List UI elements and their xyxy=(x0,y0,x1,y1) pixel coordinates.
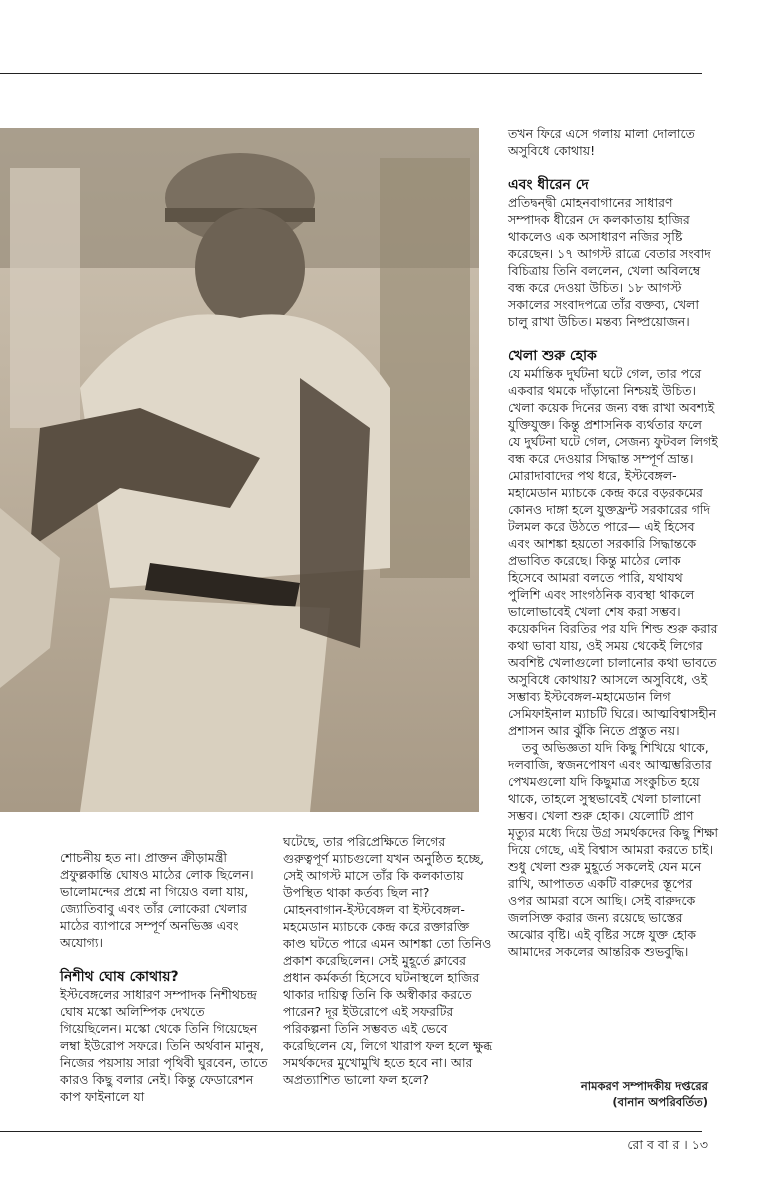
page-footer: রো ব বা র । ১৩ xyxy=(627,1137,708,1152)
right-column xyxy=(508,125,718,960)
credit-note: (বানান অপরিবর্তিত) xyxy=(612,1095,708,1109)
paragraph-khela-shuru: যে মর্মান্তিক দুর্ঘটনা ঘটে গেল, তার পরে একবার থমকে দাঁড়ানো নিশ্চয়ই উচিত। খেলা কয়েক দিনের জন্য বন্ধ রাখা অবশ্যই যুক্তিযুক্ত। কিন্তু প্রশাসনিক ব্যর্থতার ফলে যে দুর্ঘটনা ঘটে গেল, সেজন্য ফুটবল লিগই বন্ধ করে দেওয়ার সিদ্ধান্ত সম্পূর্ণ ভ্রান্ত। মোরাদাবাদের পথ ধরে, ইস্টবেঙ্গল-মহামেডান ম্যাচকে কেন্দ্র করে বড়রকমের কোনও দাঙ্গা হলে যুক্তফ্রন্ট সরকারের গদি টলমল করে উঠতে পারে— এই হিসেব এবং আশঙ্কা হয়তো সরকারি সিদ্ধান্তকে প্রভাবিত করেছে। কিন্তু মাঠের লোক হিসেবে আমরা বলতে পারি, যথাযথ পুলিশি এবং সাংগঠনিক ব্যবস্থা থাকলে ভালোভাবেই খেলা শেষ করা সম্ভব। কয়েকদিন বিরতির পর যদি শিল্ড শুরু করার কথা ভাবা যায়, ওই সময় থেকেই লিগের অবশিষ্ট খেলাগুলো চালানোর কথা ভাবতে অসুবিধে কোথায়? আসলে অসুবিধে, ওই সম্ভাব্য ইস্টবেঙ্গল-মহামেডান লিগ সেমিফাইনাল ম্যাচটি ঘিরে। আত্মবিশ্বাসহীন প্রশাসন আর ঝুঁকি নিতে প্রস্তুত নয়। xyxy=(508,366,718,738)
credit-line: নামকরণ সম্পাদকীয় দপ্তরের xyxy=(580,1079,708,1093)
bottom-middle-column xyxy=(283,833,493,1088)
top-rule xyxy=(0,73,702,74)
paragraph-shochonio: শোচনীয় হত না। প্রাক্তন ক্রীড়ামন্ত্রী প্রফুল্লকান্তি ঘোষও মাঠের লোক ছিলেন। ভালোমন্দের প্রশ্নে না গিয়েও বলা যায়, জ্যোতিবাবু এবং তাঁর লোকেরা খেলার মাঠের ব্যাপারে সম্পূর্ণ অনভিজ্ঞ এবং অযোগ্য। xyxy=(60,850,254,950)
news-photo xyxy=(0,128,479,812)
heading-dhiren-de: এবং ধীরেন দে xyxy=(508,177,589,193)
paragraph-dhiren-de: প্রতিদ্বন্দ্বী মোহনবাগানের সাধারণ সম্পাদক ধীরেন দে কলকাতায় হাজির থাকলেও এক অসাধারণ নজির সৃষ্টি করেছেন। ১৭ আগস্ট রাত্রে বেতার সংবাদ বিচিত্রায় তিনি বললেন, খেলা অবিলম্বে বন্ধ করে দেওয়া উচিত। ১৮ আগস্ট সকালের সংবাদপত্রে তাঁর বক্তব্য, খেলা চালু রাখা উচিত। মন্তব্য নিষ্প্রয়োজন। xyxy=(508,195,711,329)
intro-paragraph: তখন ফিরে এসে গলায় মালা দোলাতে অসুবিধে কোথায়! xyxy=(508,126,695,158)
photo-icon xyxy=(0,128,479,812)
bottom-left-column xyxy=(60,849,270,1105)
heading-khela-shuru: খেলা শুরু হোক xyxy=(508,348,597,364)
heading-nishith-ghosh: নিশীথ ঘোষ কোথায়? xyxy=(60,969,179,985)
paragraph-ghotechhe: ঘটেছে, তার পরিপ্রেক্ষিতে লিগের গুরুত্বপূর্ণ ম্যাচগুলো যখন অনুষ্ঠিত হচ্ছে, সেই আগস্ট মাসে তাঁর কি কলকাতায় উপস্থিত থাকা কর্তব্য ছিল না? মোহনবাগান-ইস্টবেঙ্গল বা ইস্টবেঙ্গল-মহমেডান ম্যাচকে কেন্দ্র করে রক্তারক্তি কাণ্ড ঘটতে পারে এমন আশঙ্কা তো তিনিও প্রকাশ করেছিলেন। সেই মুহূর্তে ক্লাবের প্রধান কর্মকর্তা হিসেবে ঘটনাস্থলে হাজির থাকার দায়িত্ব তিনি কি অস্বীকার করতে পারেন? দূর ইউরোপে এই সফরটির পরিকল্পনা তিনি সম্ভবত এই ভেবে করেছিলেন যে, লিগে খারাপ ফল হলে ক্ষুব্ধ সমর্থকদের মুখোমুখি হতে হবে না। আর অপ্রত্যাশিত ভালো ফল হলে? xyxy=(283,834,493,1087)
paragraph-khela-shuru-2: তবু অভিজ্ঞতা যদি কিছু শিখিয়ে থাকে, দলবাজি, স্বজনপোষণ এবং আত্মম্ভরিতার পেখমগুলো যদি কিছুমাত্র সংকুচিত হয়ে থাকে, তাহলে সুস্থভাবেই খেলা চালানো সম্ভব। খেলা শুরু হোক। যেলোটি প্রাণ মৃত্যুর মধ্যে দিয়ে উগ্র সমর্থকদের কিছু শিক্ষা দিয়ে গেছে, এই বিশ্বাস আমরা করতে চাই। শুধু খেলা শুরু মুহূর্তে সকলেই যেন মনে রাখি, আপাতত একটি বারুদের স্তূপের ওপর আমরা বসে আছি। সেই বারুদকে জলসিক্ত করার জন্য রয়েছে ভাস্তের অঝোর বৃষ্টি। এই বৃষ্টির সঙ্গে যুক্ত হোক আমাদের সকলের আন্তরিক শুভবুদ্ধি। xyxy=(508,740,719,959)
paragraph-nishith-ghosh: ইস্টবেঙ্গলের সাধারণ সম্পাদক নিশীথচন্দ্র ঘোষ মস্কো অলিম্পিক দেখতে গিয়েছিলেন। মস্কো থেকে তিনি গিয়েছেন লম্বা ইউরোপ সফরে। তিনি অর্থবান মানুষ, নিজের পয়সায় সারা পৃথিবী ঘুরবেন, তাতে কারও কিছু বলার নেই। কিন্তু ফেডারেশন কাপ ফাইনালে যা xyxy=(60,987,268,1104)
bottom-rule xyxy=(0,1131,702,1132)
